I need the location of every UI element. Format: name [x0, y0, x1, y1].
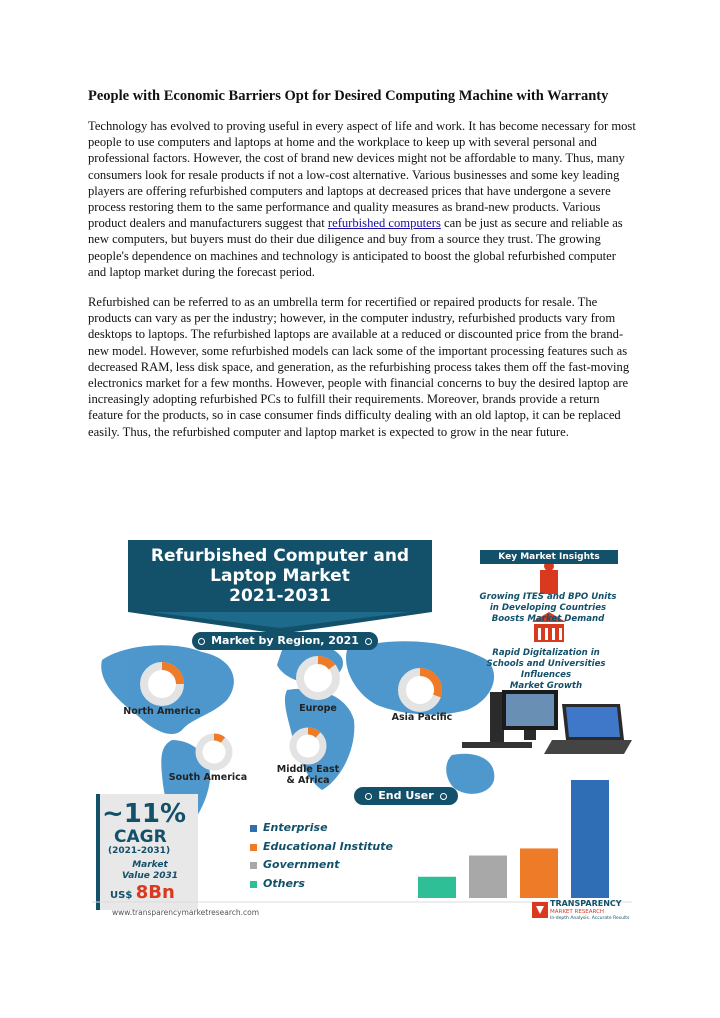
end-user-pill: [354, 787, 458, 805]
insight-1-line: in Developing Countries: [489, 603, 607, 613]
cagr-years: (2021-2031): [108, 846, 171, 856]
region-mea-line2: & Africa: [286, 775, 330, 786]
region-south-america: South America: [168, 772, 248, 783]
logo-tagline: In-depth Analysis. Accurate Results: [550, 916, 630, 921]
bar-educational-institute: [520, 848, 558, 898]
market-value-line1: Market: [132, 860, 168, 870]
end-user-pill-label: End User: [378, 789, 434, 802]
paragraph-2: Refurbished can be referred to as an umbrella term for recertified or repaired products for resale. The products can vary as per the industry; however, in the computer industry, refurbished products vary from desktops to laptops. The refurbished laptops are available at a reduced or discounted price from the brand-new model. However, some refurbished models can lack some of the important processing features such as decreased RAM, less disk space, and generation, as the refurbishing process takes them off the fast-moving electronics market for a few months. However, people with financial concerns to buy the desired laptop are increasingly adopting refurbished PCs to fulfill their requirements. Moreover, brands provide a return feature for the products, so in case consumer finds difficulty dealing with an old laptop, it can be replaced easily. Thus, the refurbished computer and laptop market is expected to grow in the near future.: [88, 295, 630, 439]
legend-swatch: [250, 825, 257, 832]
computer-illustration: [462, 690, 632, 754]
article-title: People with Economic Barriers Opt for Desired Computing Machine with Warranty: [88, 88, 609, 104]
pill-dot-icon: [440, 793, 447, 800]
logo-name: TRANSPARENCY: [550, 899, 622, 908]
website-url: www.transparencymarketresearch.com: [112, 908, 260, 917]
region-asia-pacific: Asia Pacific: [391, 712, 453, 723]
market-value: [110, 882, 175, 903]
pill-dot-icon: [198, 638, 205, 645]
insight-1: [466, 592, 630, 625]
legend-swatch: [250, 881, 257, 888]
logo-subname: MARKET RESEARCH: [550, 909, 605, 915]
region-north-america: North America: [123, 706, 201, 717]
region-mea-line1: Middle East: [276, 764, 340, 775]
legend-swatch: [250, 862, 257, 869]
legend-educational-institute: [250, 840, 393, 854]
market-value-prefix: US$: [110, 890, 133, 901]
region-pill-label: Market by Region, 2021: [211, 634, 359, 647]
market-infographic: [92, 540, 632, 926]
pill-dot-icon: [365, 638, 372, 645]
legend-label: Enterprise: [263, 821, 328, 834]
title-line-3: 2021-2031: [229, 586, 331, 606]
insight-2-line: Rapid Digitalization in: [492, 648, 600, 658]
cagr-label: CAGR: [114, 827, 167, 847]
paragraph-1-text: Technology has evolved to proving useful in every aspect of life and work. It has become necessary for most people to use computers and laptops at home and the workplace to keep up with several personal and professional factors. However, the cost of brand new devices might not be affordable to many. Thus, many consumers look for resale products if not a low-cost alternative. Various businesses and some key leading players are offering refurbished computers and laptops at decreased prices that have undergone a severe process restoring them to the same performance and quality measures as brand-new products. Various product dealers and manufacturers suggest that: [88, 119, 636, 231]
bar-enterprise: [571, 780, 609, 898]
bar-government: [469, 856, 507, 898]
title-line-1: Refurbished Computer and: [150, 546, 410, 566]
insight-1-line: Boosts Market Demand: [491, 614, 605, 624]
insight-2-line: Market Growth: [509, 681, 583, 691]
insight-1-line: Growing ITES and BPO Units: [479, 592, 617, 602]
legend-label: Government: [263, 858, 340, 871]
market-value-amount: 8Bn: [135, 882, 175, 903]
market-value-label: [110, 860, 190, 882]
legend-label: Educational Institute: [263, 840, 393, 853]
pill-dot-icon: [365, 793, 372, 800]
market-value-line2: Value 2031: [121, 871, 179, 881]
legend-others: [250, 877, 305, 891]
bar-others: [418, 877, 456, 898]
cagr-value: ~11%: [102, 799, 187, 829]
paragraph-1: [88, 118, 636, 280]
region-europe: Europe: [299, 703, 337, 714]
insight-2: [460, 648, 632, 692]
legend-swatch: [250, 844, 257, 851]
legend-enterprise: [250, 821, 328, 835]
legend-government: [250, 858, 339, 872]
paragraph-1-text-end: can be just as secure and reliable as new computers, but buyers must do their due diligence and buy from a source they trust. The growing people's dependence on machines and technology is anticipated to boost the global refurbished computer and laptop market during the forecast period.: [88, 216, 623, 279]
document-body: [88, 86, 636, 454]
refurbished-computers-link[interactable]: refurbished computers: [327, 216, 441, 231]
insight-2-line: Schools and Universities Influences: [486, 659, 606, 680]
key-insights-header: Key Market Insights: [480, 550, 618, 564]
region-pill: [192, 632, 378, 650]
region-middle-east-africa: [268, 764, 348, 786]
infographic-title: [128, 546, 432, 606]
title-line-2: Laptop Market: [210, 566, 350, 586]
legend-label: Others: [263, 877, 305, 890]
